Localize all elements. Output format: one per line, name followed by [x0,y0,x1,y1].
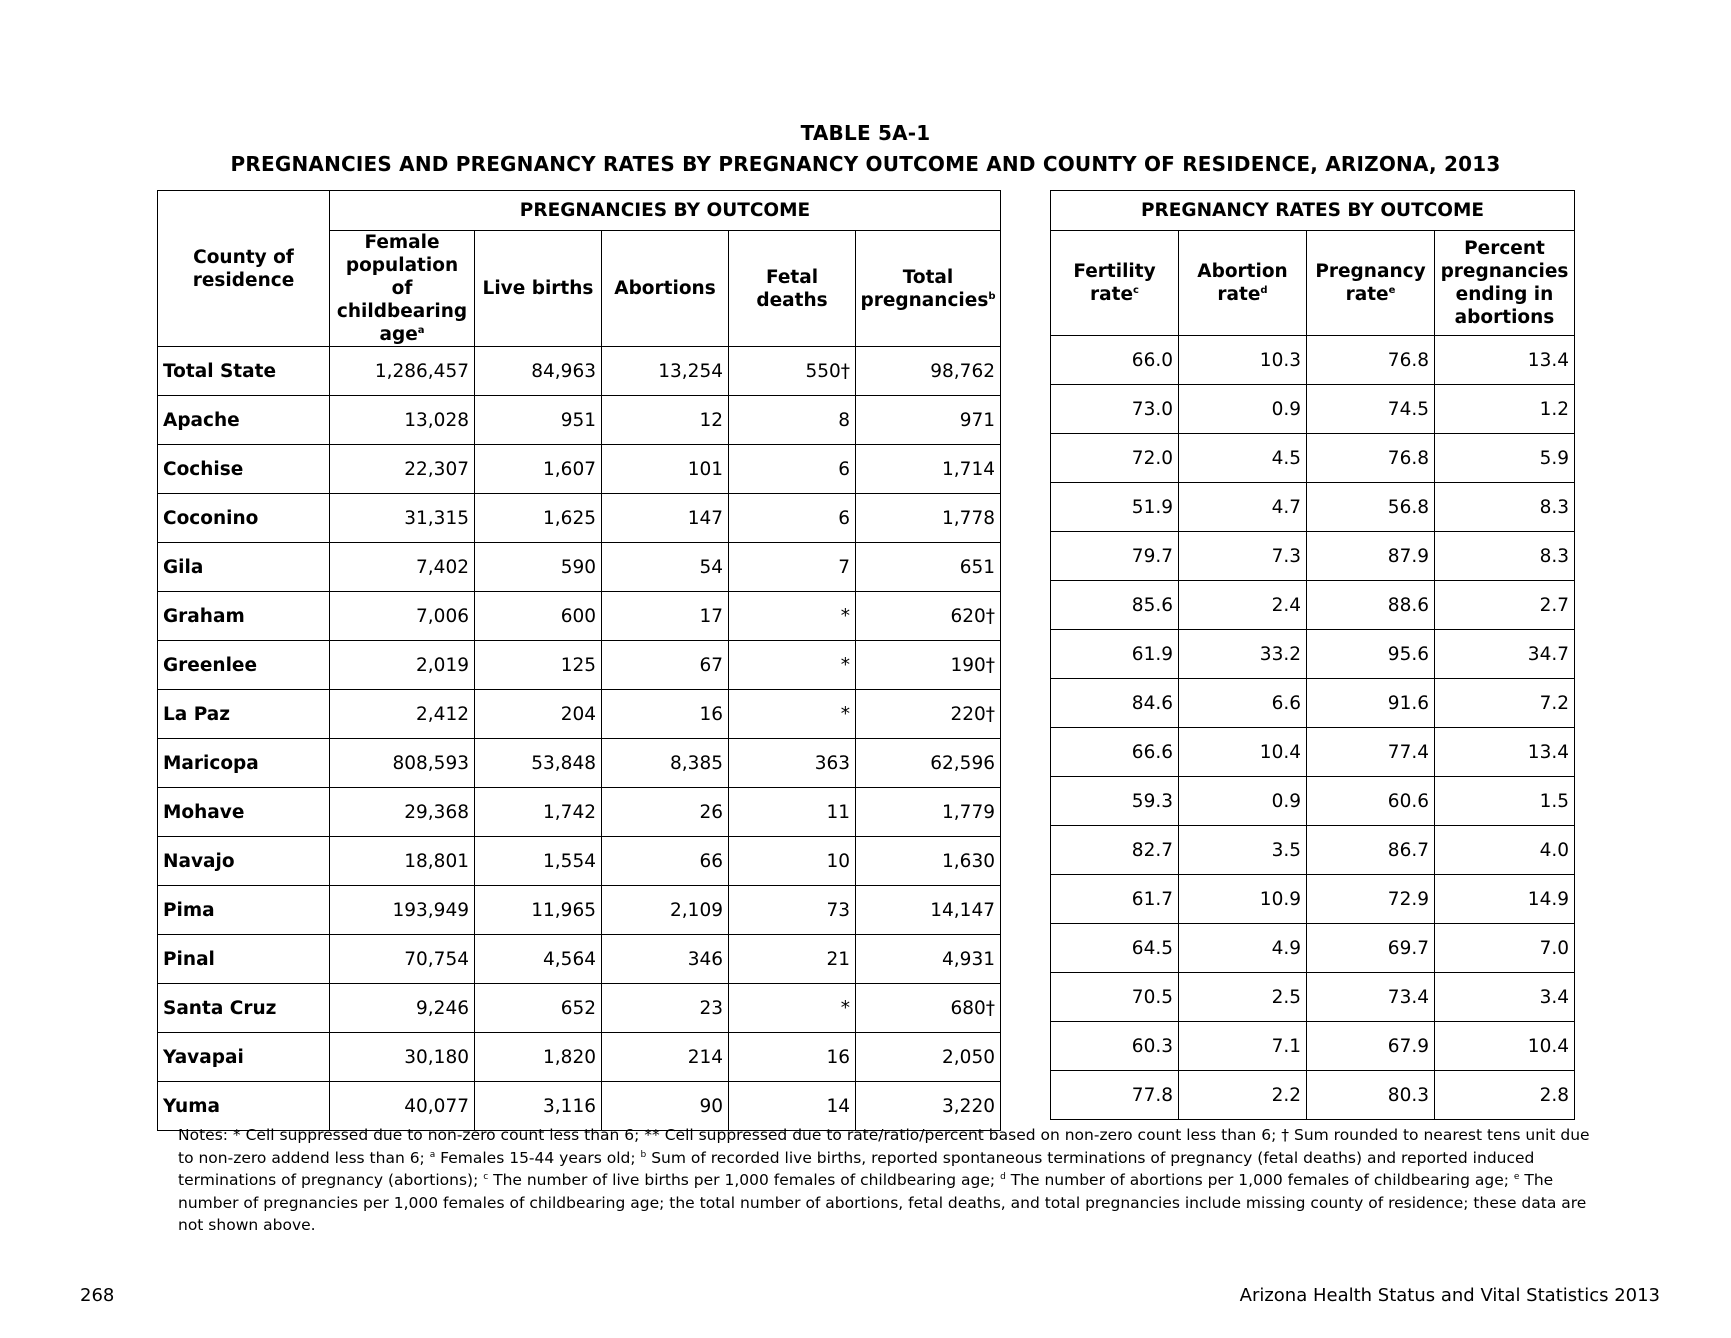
table-row [1051,924,1575,973]
cell-total: 14,147 [856,886,1001,935]
cell-fetal: * [729,690,856,739]
cell-fert: 72.0 [1051,434,1179,483]
cell-pop: 7,402 [330,543,475,592]
table-row [1051,581,1575,630]
cell-live: 11,965 [475,886,602,935]
cell-pct: 14.9 [1435,875,1575,924]
cell-total: 1,779 [856,788,1001,837]
cell-pct: 10.4 [1435,1022,1575,1071]
cell-pop: 30,180 [330,1033,475,1082]
cell-prate: 88.6 [1307,581,1435,630]
fetal-deaths-header: Fetal deaths [729,231,856,347]
table-notes: Notes: * Cell suppressed due to non-zero count less than 6; ** Cell suppressed due to rate/ratio/percent based on non-zero count less than 6; † Sum rounded to nearest tens unit due to non-zero addend less than 6; $^a$ Females 15-44 years old; $^b$ Sum of recorded live births, reported spontaneous terminations of pregnancy (fetal deaths) and reported induced terminations of pregnancy (abortions); $^c$ The number of live births per 1,000 females of childbearing age; $^d$ The number of abortions per 1,000 females of childbearing age; $^e$ The number of pregnancies per 1,000 females of childbearing age; the total number of abortions, fetal deaths, and total pregnancies include missing county of residence; these data are not shown above. [178,1126,1590,1234]
cell-arate: 2.2 [1179,1071,1307,1120]
cell-prate: 80.3 [1307,1071,1435,1120]
cell-pop: 31,315 [330,494,475,543]
cell-pct: 2.8 [1435,1071,1575,1120]
cell-fert: 66.0 [1051,336,1179,385]
total-pregnancies-header: Total pregnancies$^b$ [856,231,1001,347]
cell-prate: 69.7 [1307,924,1435,973]
table-row [158,592,1001,641]
cell-prate: 76.8 [1307,434,1435,483]
cell-abort: 90 [602,1082,729,1131]
cell-live: 84,963 [475,347,602,396]
cell-pct: 13.4 [1435,728,1575,777]
cell-prate: 77.4 [1307,728,1435,777]
abortions-header: Abortions [602,231,729,347]
cell-total: 971 [856,396,1001,445]
table-row [1051,875,1575,924]
cell-total: 4,931 [856,935,1001,984]
table-row [158,837,1001,886]
county-name: Santa Cruz [158,984,330,1033]
county-name: Yavapai [158,1033,330,1082]
cell-fert: 51.9 [1051,483,1179,532]
cell-prate: 86.7 [1307,826,1435,875]
page-number: 268 [80,1285,115,1306]
table-row [158,543,1001,592]
table-row [1051,385,1575,434]
county-name: Greenlee [158,641,330,690]
cell-total: 3,220 [856,1082,1001,1131]
cell-arate: 6.6 [1179,679,1307,728]
cell-live: 1,607 [475,445,602,494]
table-row [1051,679,1575,728]
table-row [1051,973,1575,1022]
cell-fetal: * [729,641,856,690]
cell-prate: 87.9 [1307,532,1435,581]
table-row [1051,728,1575,777]
county-name: Pima [158,886,330,935]
cell-fetal: 363 [729,739,856,788]
cell-live: 590 [475,543,602,592]
cell-pct: 3.4 [1435,973,1575,1022]
table-row [158,494,1001,543]
table-row [1051,336,1575,385]
cell-total: 98,762 [856,347,1001,396]
cell-pop: 7,006 [330,592,475,641]
cell-total: 220† [856,690,1001,739]
county-name: Maricopa [158,739,330,788]
cell-pct: 4.0 [1435,826,1575,875]
cell-prate: 72.9 [1307,875,1435,924]
cell-arate: 4.7 [1179,483,1307,532]
cell-prate: 60.6 [1307,777,1435,826]
cell-live: 652 [475,984,602,1033]
county-name: Graham [158,592,330,641]
county-name: La Paz [158,690,330,739]
table-row [158,1033,1001,1082]
table-row [158,984,1001,1033]
cell-pct: 8.3 [1435,483,1575,532]
cell-fetal: * [729,984,856,1033]
cell-live: 1,554 [475,837,602,886]
cell-total: 2,050 [856,1033,1001,1082]
cell-fert: 66.6 [1051,728,1179,777]
publication-name: Arizona Health Status and Vital Statistics 2013 [1239,1285,1660,1306]
county-name: Mohave [158,788,330,837]
county-name: Pinal [158,935,330,984]
fertility-rate-header: Fertility rate$^c$ [1051,231,1179,336]
cell-fetal: 11 [729,788,856,837]
cell-fert: 79.7 [1051,532,1179,581]
cell-arate: 0.9 [1179,385,1307,434]
cell-abort: 23 [602,984,729,1033]
cell-live: 4,564 [475,935,602,984]
table-title-block [0,118,1731,180]
cell-abort: 147 [602,494,729,543]
table-row [1051,1022,1575,1071]
county-name: Apache [158,396,330,445]
cell-prate: 95.6 [1307,630,1435,679]
cell-abort: 54 [602,543,729,592]
cell-fetal: 14 [729,1082,856,1131]
cell-arate: 4.5 [1179,434,1307,483]
cell-pop: 40,077 [330,1082,475,1131]
cell-pop: 13,028 [330,396,475,445]
cell-fetal: 550† [729,347,856,396]
table-row [158,739,1001,788]
cell-arate: 4.9 [1179,924,1307,973]
cell-abort: 66 [602,837,729,886]
rates-table [1050,190,1575,1120]
table-row [158,690,1001,739]
table-row [158,347,1001,396]
table-row [158,396,1001,445]
cell-fert: 64.5 [1051,924,1179,973]
table-number: TABLE 5A-1 [800,121,931,145]
cell-pop: 9,246 [330,984,475,1033]
cell-pop: 22,307 [330,445,475,494]
cell-live: 125 [475,641,602,690]
cell-fert: 70.5 [1051,973,1179,1022]
cell-fert: 77.8 [1051,1071,1179,1120]
cell-fetal: 73 [729,886,856,935]
cell-pct: 1.5 [1435,777,1575,826]
table-row [1051,483,1575,532]
cell-prate: 67.9 [1307,1022,1435,1071]
cell-abort: 346 [602,935,729,984]
cell-prate: 76.8 [1307,336,1435,385]
cell-fetal: 10 [729,837,856,886]
live-births-header: Live births [475,231,602,347]
cell-total: 620† [856,592,1001,641]
table-row [1051,777,1575,826]
cell-arate: 7.3 [1179,532,1307,581]
cell-fert: 61.9 [1051,630,1179,679]
cell-live: 3,116 [475,1082,602,1131]
cell-pop: 70,754 [330,935,475,984]
cell-fetal: 7 [729,543,856,592]
cell-abort: 214 [602,1033,729,1082]
cell-abort: 67 [602,641,729,690]
table-row [1051,630,1575,679]
cell-pct: 34.7 [1435,630,1575,679]
cell-fert: 73.0 [1051,385,1179,434]
cell-total: 680† [856,984,1001,1033]
cell-fert: 59.3 [1051,777,1179,826]
cell-abort: 2,109 [602,886,729,935]
cell-pop: 2,019 [330,641,475,690]
county-name: Yuma [158,1082,330,1131]
cell-live: 204 [475,690,602,739]
cell-prate: 73.4 [1307,973,1435,1022]
cell-fert: 60.3 [1051,1022,1179,1071]
female-pop-header: Female population of childbearing age$^a$ [330,231,475,347]
cell-abort: 12 [602,396,729,445]
cell-abort: 17 [602,592,729,641]
cell-pop: 18,801 [330,837,475,886]
cell-prate: 74.5 [1307,385,1435,434]
cell-total: 190† [856,641,1001,690]
county-name: Cochise [158,445,330,494]
table-title: PREGNANCIES AND PREGNANCY RATES BY PREGNANCY OUTCOME AND COUNTY OF RESIDENCE, ARIZONA, 2013 [230,152,1501,176]
table-row [1051,532,1575,581]
pregnancy-rate-header: Pregnancy rate$^e$ [1307,231,1435,336]
cell-total: 1,630 [856,837,1001,886]
cell-pct: 7.2 [1435,679,1575,728]
table-row [1051,826,1575,875]
county-name: Navajo [158,837,330,886]
cell-live: 53,848 [475,739,602,788]
cell-total: 651 [856,543,1001,592]
cell-live: 600 [475,592,602,641]
table-row [158,641,1001,690]
cell-fetal: * [729,592,856,641]
cell-arate: 7.1 [1179,1022,1307,1071]
table-row [158,445,1001,494]
cell-fetal: 6 [729,494,856,543]
table-row [158,788,1001,837]
cell-arate: 10.4 [1179,728,1307,777]
cell-pct: 13.4 [1435,336,1575,385]
cell-arate: 10.9 [1179,875,1307,924]
county-name: Total State [158,347,330,396]
pregnancies-table [157,190,1001,1131]
cell-fetal: 16 [729,1033,856,1082]
cell-live: 1,742 [475,788,602,837]
cell-arate: 3.5 [1179,826,1307,875]
cell-fert: 82.7 [1051,826,1179,875]
cell-abort: 13,254 [602,347,729,396]
table-row [1051,1071,1575,1120]
cell-pop: 193,949 [330,886,475,935]
cell-prate: 56.8 [1307,483,1435,532]
cell-fert: 84.6 [1051,679,1179,728]
rates-group-header: PREGNANCY RATES BY OUTCOME [1051,191,1575,231]
table-row [158,935,1001,984]
cell-fert: 61.7 [1051,875,1179,924]
cell-pop: 2,412 [330,690,475,739]
cell-total: 1,778 [856,494,1001,543]
cell-live: 1,625 [475,494,602,543]
cell-pct: 5.9 [1435,434,1575,483]
cell-pct: 8.3 [1435,532,1575,581]
cell-fetal: 6 [729,445,856,494]
percent-abortions-header: Percent pregnancies ending in abortions [1435,231,1575,336]
county-name: Coconino [158,494,330,543]
cell-total: 1,714 [856,445,1001,494]
cell-pop: 1,286,457 [330,347,475,396]
cell-arate: 33.2 [1179,630,1307,679]
cell-total: 62,596 [856,739,1001,788]
cell-pop: 808,593 [330,739,475,788]
cell-abort: 26 [602,788,729,837]
cell-abort: 8,385 [602,739,729,788]
cell-arate: 2.4 [1179,581,1307,630]
cell-pop: 29,368 [330,788,475,837]
pregnancies-group-header: PREGNANCIES BY OUTCOME [330,191,1001,231]
cell-arate: 0.9 [1179,777,1307,826]
cell-live: 1,820 [475,1033,602,1082]
cell-abort: 16 [602,690,729,739]
cell-arate: 2.5 [1179,973,1307,1022]
abortion-rate-header: Abortion rate$^d$ [1179,231,1307,336]
county-header: County of residence [158,191,330,347]
cell-pct: 1.2 [1435,385,1575,434]
table-row [158,886,1001,935]
cell-pct: 2.7 [1435,581,1575,630]
county-name: Gila [158,543,330,592]
cell-prate: 91.6 [1307,679,1435,728]
cell-fetal: 21 [729,935,856,984]
cell-fetal: 8 [729,396,856,445]
table-row [1051,434,1575,483]
cell-abort: 101 [602,445,729,494]
cell-pct: 7.0 [1435,924,1575,973]
cell-arate: 10.3 [1179,336,1307,385]
cell-fert: 85.6 [1051,581,1179,630]
cell-live: 951 [475,396,602,445]
